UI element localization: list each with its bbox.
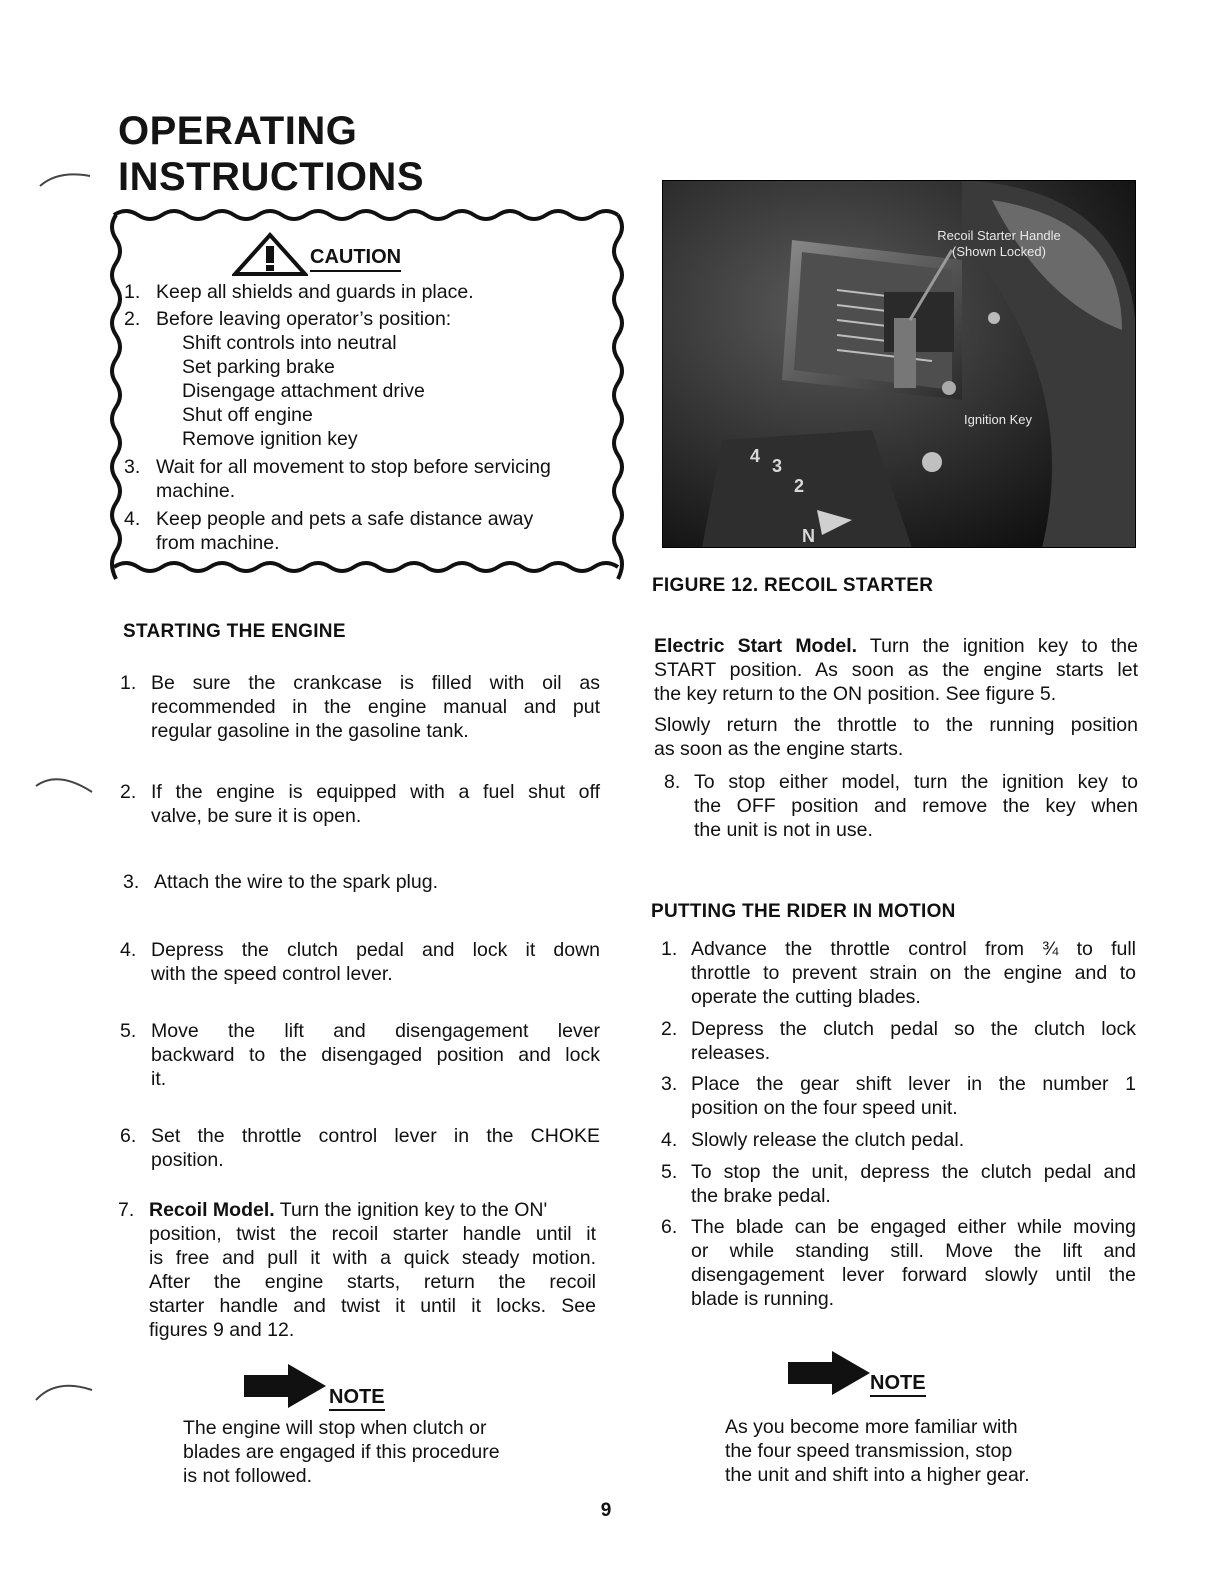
starting-step-6: 6. Set the throttle control lever in the CHOKE position. xyxy=(120,1125,600,1171)
scan-mark xyxy=(34,772,96,802)
starting-heading: STARTING THE ENGINE xyxy=(123,621,346,642)
motion-step-2: 2. Depress the clutch pedal so the clutch lock releases. xyxy=(661,1018,1136,1064)
caution-item: 2. Before leaving operator’s position: xyxy=(124,308,452,330)
caution-subitem: Shut off engine xyxy=(182,404,313,426)
caution-subitem: Remove ignition key xyxy=(182,428,358,450)
recoil-starter-photo xyxy=(662,180,1136,548)
starting-step-7: 7. Recoil Model. Turn the ignition key to the ON' position, twist the recoil starter handle until it is free and pull it with a quick steady motion. After the engine starts, return the recoil starter handle and twist it until it locks. See figures 9 and 12. xyxy=(118,1199,596,1341)
scan-mark xyxy=(38,168,94,190)
gear-number: 3 xyxy=(772,456,783,476)
caution-header xyxy=(232,232,432,276)
caution-subitem: Shift controls into neutral xyxy=(182,332,397,354)
motion-step-6: 6. The blade can be engaged either while moving or while standing still. Move the lift and disengagement lever forward slowly until the blade is running. xyxy=(661,1216,1136,1310)
title-line-2: INSTRUCTIONS xyxy=(118,155,424,199)
starting-step-1: 1. Be sure the crankcase is filled with oil as recommended in the engine manual and put regular gasoline in the gasoline tank. xyxy=(120,672,600,742)
note-text-left: The engine will stop when clutch or blades are engaged if this procedure is not followed. xyxy=(183,1417,500,1487)
figure-label-handle: Recoil Starter Handle (Shown Locked) xyxy=(937,228,1061,259)
scan-mark xyxy=(34,1374,96,1404)
starting-step-4: 4. Depress the clutch pedal and lock it down with the speed control lever. xyxy=(120,939,600,985)
figure-label-ignition: Ignition Key xyxy=(964,412,1032,427)
motion-step-4: 4. Slowly release the clutch pedal. xyxy=(661,1129,965,1151)
electric-start-paragraph: Electric Start Model. Turn the ignition key to the START position. As soon as the engine starts let the key return to the ON position. See figure 5. xyxy=(654,635,1138,705)
gear-number: N xyxy=(802,526,815,546)
caution-list xyxy=(124,280,606,555)
motion-heading: PUTTING THE RIDER IN MOTION xyxy=(651,901,956,922)
caution-label: CAUTION xyxy=(310,246,401,272)
page-title xyxy=(118,108,424,200)
page-number: 9 xyxy=(600,1500,612,1521)
note-label-left: NOTE xyxy=(329,1386,385,1411)
starting-step-3: 3. Attach the wire to the spark plug. xyxy=(123,871,438,893)
note-text-right: As you become more familiar with the four speed transmission, stop the unit and shift into a higher gear. xyxy=(725,1416,1030,1486)
caution-subitem: Disengage attachment drive xyxy=(182,380,425,402)
caution-item: 3. Wait for all movement to stop before servicing machine. xyxy=(124,456,551,502)
caution-item: 1. Keep all shields and guards in place. xyxy=(124,281,474,303)
figure-caption: FIGURE 12. RECOIL STARTER xyxy=(652,575,934,596)
caution-subitem: Set parking brake xyxy=(182,356,335,378)
step-8: 8. To stop either model, turn the ignition key to the OFF position and remove the key when the unit is not in use. xyxy=(664,771,1138,841)
gear-number: 4 xyxy=(750,446,761,466)
title-line-1: OPERATING xyxy=(118,109,358,153)
motion-step-3: 3. Place the gear shift lever in the number 1 position on the four speed unit. xyxy=(661,1073,1136,1119)
motion-step-5: 5. To stop the unit, depress the clutch pedal and the brake pedal. xyxy=(661,1161,1136,1207)
note-label-right: NOTE xyxy=(870,1372,926,1397)
warning-triangle-icon xyxy=(232,232,308,276)
caution-subitems xyxy=(124,331,606,451)
throttle-paragraph: Slowly return the throttle to the running position as soon as the engine starts. xyxy=(654,714,1138,760)
motion-step-1: 1. Advance the throttle control from ¾ to full throttle to prevent strain on the engine and to operate the cutting blades. xyxy=(661,938,1136,1008)
starting-step-5: 5. Move the lift and disengagement lever backward to the disengaged position and lock it. xyxy=(120,1020,600,1090)
arrow-right-icon xyxy=(788,1351,870,1395)
arrow-right-icon xyxy=(244,1364,326,1408)
starting-step-2: 2. If the engine is equipped with a fuel shut off valve, be sure it is open. xyxy=(120,781,600,827)
gear-number: 2 xyxy=(794,476,805,496)
caution-item: 4. Keep people and pets a safe distance away from machine. xyxy=(124,508,534,554)
